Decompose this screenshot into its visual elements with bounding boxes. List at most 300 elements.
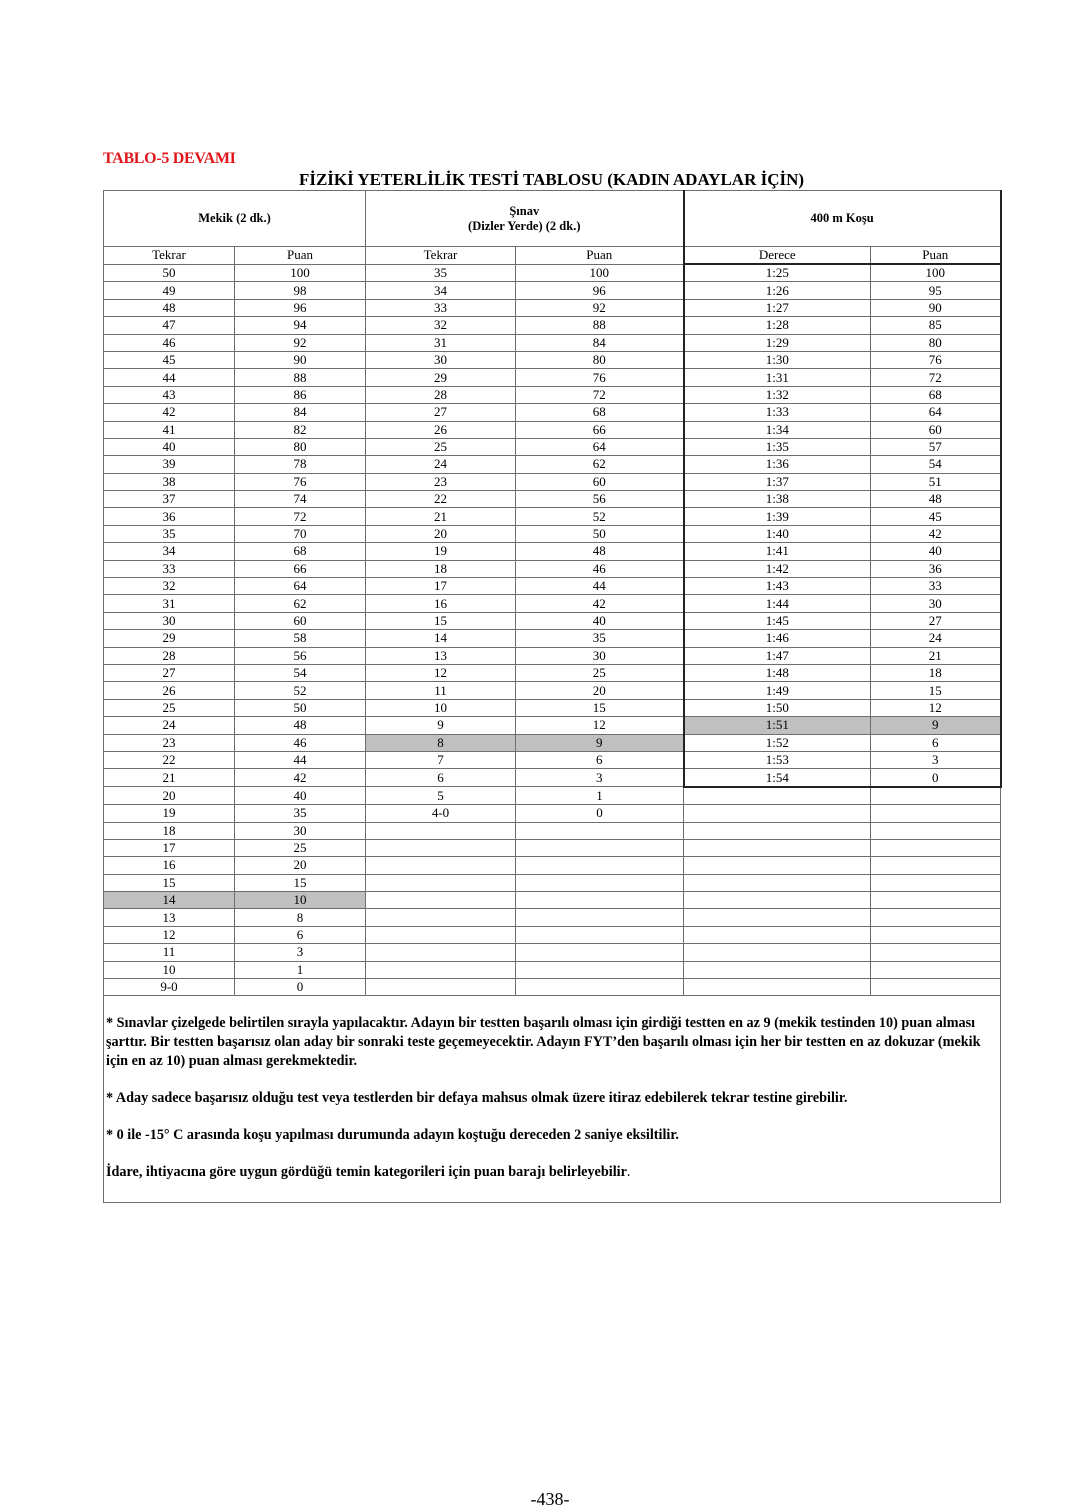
cell-mekik-tekrar: 46 bbox=[104, 334, 235, 351]
cell-mekik-puan: 44 bbox=[235, 751, 366, 768]
cell-mekik-tekrar: 13 bbox=[104, 909, 235, 926]
cell-kosu-puan: 6 bbox=[871, 734, 1001, 751]
cell-mekik-puan: 62 bbox=[235, 595, 366, 612]
cell-sinav-puan: 66 bbox=[516, 421, 684, 438]
cell-sinav-tekrar: 27 bbox=[366, 404, 516, 421]
cell-sinav-puan bbox=[516, 909, 684, 926]
cell-sinav-puan: 6 bbox=[516, 751, 684, 768]
cell-mekik-puan: 82 bbox=[235, 421, 366, 438]
table-row bbox=[104, 456, 1001, 473]
note-2: * Aday sadece başarısız olduğu test veya testlerden bir defaya mahsus olmak üzere itiraz edebilerek tekrar testine girebilir. bbox=[106, 1090, 848, 1107]
cell-kosu-puan bbox=[871, 979, 1001, 996]
cell-mekik-puan: 58 bbox=[235, 630, 366, 647]
table-row bbox=[104, 508, 1001, 525]
cell-mekik-tekrar: 31 bbox=[104, 595, 235, 612]
cell-kosu-puan: 64 bbox=[871, 404, 1001, 421]
cell-mekik-puan: 66 bbox=[235, 560, 366, 577]
cell-sinav-tekrar: 25 bbox=[366, 438, 516, 455]
cell-sinav-tekrar: 26 bbox=[366, 421, 516, 438]
cell-kosu-puan bbox=[871, 909, 1001, 926]
table-row bbox=[104, 578, 1001, 595]
cell-mekik-tekrar: 24 bbox=[104, 717, 235, 734]
table-row bbox=[104, 699, 1001, 716]
cell-sinav-puan: 25 bbox=[516, 664, 684, 681]
cell-kosu-puan: 80 bbox=[871, 334, 1001, 351]
cell-kosu-derece: 1:32 bbox=[684, 386, 871, 403]
cell-mekik-tekrar: 9-0 bbox=[104, 979, 235, 996]
table-row bbox=[104, 805, 1001, 822]
cell-mekik-tekrar: 30 bbox=[104, 612, 235, 629]
cell-mekik-tekrar: 12 bbox=[104, 926, 235, 943]
subheader-sinav-puan: Puan bbox=[516, 247, 684, 265]
cell-sinav-tekrar bbox=[366, 909, 516, 926]
cell-sinav-puan: 15 bbox=[516, 699, 684, 716]
cell-mekik-puan: 74 bbox=[235, 491, 366, 508]
cell-sinav-tekrar bbox=[366, 839, 516, 856]
cell-mekik-puan: 8 bbox=[235, 909, 366, 926]
cell-kosu-derece bbox=[684, 961, 871, 978]
cell-mekik-puan: 54 bbox=[235, 664, 366, 681]
cell-sinav-puan: 50 bbox=[516, 525, 684, 542]
cell-sinav-puan: 68 bbox=[516, 404, 684, 421]
cell-kosu-puan: 3 bbox=[871, 751, 1001, 768]
note-4-text: İdare, ihtiyacına göre uygun gördüğü temin kategorileri için puan barajı belirleyebilir bbox=[106, 1164, 627, 1181]
table-row bbox=[104, 630, 1001, 647]
cell-kosu-puan bbox=[871, 874, 1001, 891]
cell-kosu-derece: 1:36 bbox=[684, 456, 871, 473]
subheader-sinav-tekrar: Tekrar bbox=[366, 247, 516, 265]
cell-kosu-puan bbox=[871, 892, 1001, 909]
table-row bbox=[104, 491, 1001, 508]
cell-sinav-puan: 0 bbox=[516, 805, 684, 822]
table-row bbox=[104, 664, 1001, 681]
cell-sinav-tekrar: 33 bbox=[366, 299, 516, 316]
cell-sinav-tekrar: 5 bbox=[366, 787, 516, 805]
cell-sinav-tekrar: 19 bbox=[366, 543, 516, 560]
cell-sinav-tekrar: 10 bbox=[366, 699, 516, 716]
cell-kosu-puan: 18 bbox=[871, 664, 1001, 681]
cell-kosu-puan: 9 bbox=[871, 717, 1001, 734]
cell-sinav-tekrar bbox=[366, 892, 516, 909]
table-row bbox=[104, 874, 1001, 891]
cell-sinav-tekrar: 35 bbox=[366, 264, 516, 282]
cell-mekik-puan: 35 bbox=[235, 805, 366, 822]
cell-kosu-puan bbox=[871, 926, 1001, 943]
cell-mekik-tekrar: 14 bbox=[104, 892, 235, 909]
cell-mekik-puan: 78 bbox=[235, 456, 366, 473]
cell-mekik-puan: 6 bbox=[235, 926, 366, 943]
cell-mekik-puan: 92 bbox=[235, 334, 366, 351]
cell-sinav-tekrar: 22 bbox=[366, 491, 516, 508]
subheader-row bbox=[104, 247, 1001, 265]
cell-sinav-puan: 88 bbox=[516, 317, 684, 334]
cell-sinav-tekrar: 18 bbox=[366, 560, 516, 577]
cell-sinav-puan: 76 bbox=[516, 369, 684, 386]
cell-mekik-tekrar: 39 bbox=[104, 456, 235, 473]
cell-kosu-derece: 1:33 bbox=[684, 404, 871, 421]
cell-mekik-puan: 48 bbox=[235, 717, 366, 734]
cell-sinav-puan: 100 bbox=[516, 264, 684, 282]
cell-mekik-puan: 25 bbox=[235, 839, 366, 856]
cell-sinav-puan: 42 bbox=[516, 595, 684, 612]
cell-sinav-puan bbox=[516, 944, 684, 961]
table-row bbox=[104, 525, 1001, 542]
cell-sinav-puan: 9 bbox=[516, 734, 684, 751]
cell-mekik-puan: 94 bbox=[235, 317, 366, 334]
cell-sinav-puan bbox=[516, 961, 684, 978]
cell-kosu-puan: 54 bbox=[871, 456, 1001, 473]
table-row bbox=[104, 734, 1001, 751]
cell-mekik-puan: 86 bbox=[235, 386, 366, 403]
cell-kosu-derece: 1:28 bbox=[684, 317, 871, 334]
table-row bbox=[104, 404, 1001, 421]
cell-sinav-tekrar: 31 bbox=[366, 334, 516, 351]
cell-sinav-puan: 96 bbox=[516, 282, 684, 299]
cell-mekik-puan: 52 bbox=[235, 682, 366, 699]
cell-sinav-puan: 80 bbox=[516, 351, 684, 368]
table-row bbox=[104, 909, 1001, 926]
cell-sinav-tekrar: 20 bbox=[366, 525, 516, 542]
cell-kosu-derece bbox=[684, 979, 871, 996]
cell-mekik-puan: 76 bbox=[235, 473, 366, 490]
cell-sinav-tekrar: 17 bbox=[366, 578, 516, 595]
cell-kosu-puan: 45 bbox=[871, 508, 1001, 525]
cell-kosu-puan bbox=[871, 822, 1001, 839]
table-row bbox=[104, 438, 1001, 455]
table-row bbox=[104, 299, 1001, 316]
cell-sinav-tekrar bbox=[366, 979, 516, 996]
cell-sinav-puan bbox=[516, 822, 684, 839]
cell-mekik-puan: 90 bbox=[235, 351, 366, 368]
cell-sinav-tekrar: 14 bbox=[366, 630, 516, 647]
cell-mekik-puan: 80 bbox=[235, 438, 366, 455]
cell-mekik-tekrar: 28 bbox=[104, 647, 235, 664]
table-row bbox=[104, 926, 1001, 943]
table-row bbox=[104, 647, 1001, 664]
cell-mekik-tekrar: 10 bbox=[104, 961, 235, 978]
cell-mekik-puan: 88 bbox=[235, 369, 366, 386]
cell-mekik-tekrar: 11 bbox=[104, 944, 235, 961]
table-row bbox=[104, 369, 1001, 386]
cell-sinav-puan bbox=[516, 874, 684, 891]
cell-sinav-tekrar bbox=[366, 874, 516, 891]
cell-sinav-puan: 56 bbox=[516, 491, 684, 508]
cell-kosu-puan: 21 bbox=[871, 647, 1001, 664]
cell-kosu-derece: 1:50 bbox=[684, 699, 871, 716]
cell-mekik-puan: 3 bbox=[235, 944, 366, 961]
cell-mekik-puan: 70 bbox=[235, 525, 366, 542]
note-4 bbox=[106, 1163, 998, 1182]
cell-kosu-puan: 57 bbox=[871, 438, 1001, 455]
table-row bbox=[104, 751, 1001, 768]
cell-mekik-tekrar: 44 bbox=[104, 369, 235, 386]
tablo-label: TABLO-5 DEVAMI bbox=[103, 150, 236, 167]
cell-kosu-derece: 1:30 bbox=[684, 351, 871, 368]
cell-sinav-tekrar bbox=[366, 857, 516, 874]
cell-kosu-puan: 36 bbox=[871, 560, 1001, 577]
cell-kosu-derece: 1:44 bbox=[684, 595, 871, 612]
cell-sinav-tekrar: 23 bbox=[366, 473, 516, 490]
table-row bbox=[104, 595, 1001, 612]
cell-mekik-tekrar: 47 bbox=[104, 317, 235, 334]
cell-sinav-puan: 48 bbox=[516, 543, 684, 560]
cell-sinav-tekrar: 9 bbox=[366, 717, 516, 734]
cell-sinav-puan: 20 bbox=[516, 682, 684, 699]
notes-row bbox=[104, 996, 1001, 1203]
table-row bbox=[104, 473, 1001, 490]
table-row bbox=[104, 282, 1001, 299]
cell-kosu-puan: 76 bbox=[871, 351, 1001, 368]
cell-sinav-tekrar bbox=[366, 961, 516, 978]
table-row bbox=[104, 317, 1001, 334]
cell-kosu-derece bbox=[684, 944, 871, 961]
cell-sinav-tekrar: 32 bbox=[366, 317, 516, 334]
cell-sinav-tekrar: 15 bbox=[366, 612, 516, 629]
cell-sinav-tekrar: 24 bbox=[366, 456, 516, 473]
cell-mekik-tekrar: 36 bbox=[104, 508, 235, 525]
group-header-kosu: 400 m Koşu bbox=[684, 191, 1001, 247]
cell-mekik-tekrar: 49 bbox=[104, 282, 235, 299]
cell-sinav-tekrar bbox=[366, 822, 516, 839]
cell-mekik-tekrar: 34 bbox=[104, 543, 235, 560]
subheader-kosu-puan: Puan bbox=[871, 247, 1001, 265]
cell-kosu-derece: 1:25 bbox=[684, 264, 871, 282]
cell-mekik-tekrar: 48 bbox=[104, 299, 235, 316]
cell-mekik-puan: 100 bbox=[235, 264, 366, 282]
cell-kosu-puan: 51 bbox=[871, 473, 1001, 490]
cell-kosu-derece: 1:49 bbox=[684, 682, 871, 699]
document-title: FİZİKİ YETERLİLİK TESTİ TABLOSU (KADIN ADAYLAR İÇİN) bbox=[298, 170, 805, 189]
cell-sinav-tekrar: 12 bbox=[366, 664, 516, 681]
table-row bbox=[104, 892, 1001, 909]
table-row bbox=[104, 717, 1001, 734]
table-row bbox=[104, 421, 1001, 438]
cell-mekik-tekrar: 40 bbox=[104, 438, 235, 455]
subheader-mekik-puan: Puan bbox=[235, 247, 366, 265]
cell-sinav-tekrar: 30 bbox=[366, 351, 516, 368]
cell-kosu-puan: 0 bbox=[871, 769, 1001, 787]
cell-sinav-puan: 40 bbox=[516, 612, 684, 629]
cell-kosu-derece bbox=[684, 822, 871, 839]
table-row bbox=[104, 961, 1001, 978]
cell-kosu-derece: 1:45 bbox=[684, 612, 871, 629]
cell-kosu-puan bbox=[871, 961, 1001, 978]
note-3: * 0 ile -15° C arasında koşu yapılması durumunda adayın koştuğu dereceden 2 saniye eksiltilir. bbox=[106, 1127, 679, 1144]
cell-mekik-tekrar: 15 bbox=[104, 874, 235, 891]
cell-kosu-puan bbox=[871, 857, 1001, 874]
subheader-mekik-tekrar: Tekrar bbox=[104, 247, 235, 265]
cell-mekik-tekrar: 42 bbox=[104, 404, 235, 421]
cell-mekik-puan: 30 bbox=[235, 822, 366, 839]
table-row bbox=[104, 839, 1001, 856]
cell-mekik-tekrar: 20 bbox=[104, 787, 235, 805]
cell-kosu-puan: 40 bbox=[871, 543, 1001, 560]
cell-mekik-tekrar: 25 bbox=[104, 699, 235, 716]
cell-kosu-derece: 1:51 bbox=[684, 717, 871, 734]
cell-kosu-derece: 1:34 bbox=[684, 421, 871, 438]
table-row bbox=[104, 769, 1001, 787]
cell-kosu-puan bbox=[871, 839, 1001, 856]
cell-mekik-tekrar: 16 bbox=[104, 857, 235, 874]
cell-mekik-tekrar: 18 bbox=[104, 822, 235, 839]
sinav-subtitle: (Dizler Yerde) (2 dk.) bbox=[468, 218, 581, 233]
note-4-period: . bbox=[626, 1164, 631, 1181]
cell-mekik-puan: 46 bbox=[235, 734, 366, 751]
table-row bbox=[104, 351, 1001, 368]
cell-mekik-tekrar: 22 bbox=[104, 751, 235, 768]
cell-sinav-puan bbox=[516, 857, 684, 874]
cell-kosu-derece: 1:39 bbox=[684, 508, 871, 525]
table-row bbox=[104, 944, 1001, 961]
table-row bbox=[104, 682, 1001, 699]
cell-sinav-puan: 12 bbox=[516, 717, 684, 734]
cell-kosu-derece: 1:47 bbox=[684, 647, 871, 664]
cell-sinav-tekrar: 6 bbox=[366, 769, 516, 787]
cell-sinav-puan bbox=[516, 979, 684, 996]
cell-kosu-derece: 1:54 bbox=[684, 769, 871, 787]
cell-sinav-puan: 35 bbox=[516, 630, 684, 647]
cell-kosu-derece: 1:53 bbox=[684, 751, 871, 768]
table-row bbox=[104, 264, 1001, 282]
table-row bbox=[104, 543, 1001, 560]
cell-sinav-puan: 72 bbox=[516, 386, 684, 403]
group-header-row bbox=[104, 191, 1001, 247]
cell-mekik-tekrar: 29 bbox=[104, 630, 235, 647]
cell-kosu-derece: 1:42 bbox=[684, 560, 871, 577]
cell-kosu-derece: 1:26 bbox=[684, 282, 871, 299]
cell-kosu-puan: 48 bbox=[871, 491, 1001, 508]
cell-sinav-puan: 30 bbox=[516, 647, 684, 664]
cell-mekik-puan: 98 bbox=[235, 282, 366, 299]
cell-kosu-derece bbox=[684, 805, 871, 822]
cell-mekik-tekrar: 43 bbox=[104, 386, 235, 403]
cell-kosu-derece: 1:41 bbox=[684, 543, 871, 560]
cell-kosu-derece: 1:43 bbox=[684, 578, 871, 595]
cell-mekik-tekrar: 45 bbox=[104, 351, 235, 368]
cell-mekik-tekrar: 32 bbox=[104, 578, 235, 595]
cell-sinav-tekrar: 34 bbox=[366, 282, 516, 299]
cell-kosu-puan: 12 bbox=[871, 699, 1001, 716]
cell-kosu-puan: 60 bbox=[871, 421, 1001, 438]
cell-mekik-puan: 72 bbox=[235, 508, 366, 525]
table-row bbox=[104, 612, 1001, 629]
cell-kosu-derece: 1:29 bbox=[684, 334, 871, 351]
notes-cell bbox=[104, 996, 1001, 1203]
cell-mekik-puan: 96 bbox=[235, 299, 366, 316]
cell-kosu-derece bbox=[684, 787, 871, 805]
cell-sinav-tekrar: 7 bbox=[366, 751, 516, 768]
cell-sinav-puan bbox=[516, 839, 684, 856]
cell-mekik-puan: 15 bbox=[235, 874, 366, 891]
cell-mekik-tekrar: 33 bbox=[104, 560, 235, 577]
cell-sinav-puan: 46 bbox=[516, 560, 684, 577]
cell-kosu-derece: 1:48 bbox=[684, 664, 871, 681]
cell-sinav-tekrar: 11 bbox=[366, 682, 516, 699]
cell-kosu-puan: 100 bbox=[871, 264, 1001, 282]
cell-kosu-derece bbox=[684, 926, 871, 943]
physical-test-table bbox=[103, 190, 1002, 1203]
table-row bbox=[104, 787, 1001, 805]
cell-kosu-puan: 30 bbox=[871, 595, 1001, 612]
table-row bbox=[104, 560, 1001, 577]
cell-sinav-puan: 84 bbox=[516, 334, 684, 351]
cell-sinav-tekrar: 21 bbox=[366, 508, 516, 525]
group-header-mekik: Mekik (2 dk.) bbox=[104, 191, 366, 247]
table-row bbox=[104, 979, 1001, 996]
cell-sinav-tekrar: 29 bbox=[366, 369, 516, 386]
page-number: -438- bbox=[530, 1489, 570, 1509]
cell-kosu-puan: 68 bbox=[871, 386, 1001, 403]
cell-mekik-tekrar: 19 bbox=[104, 805, 235, 822]
cell-sinav-tekrar: 28 bbox=[366, 386, 516, 403]
cell-mekik-puan: 68 bbox=[235, 543, 366, 560]
cell-sinav-puan: 3 bbox=[516, 769, 684, 787]
cell-sinav-puan: 1 bbox=[516, 787, 684, 805]
table-row bbox=[104, 334, 1001, 351]
cell-mekik-tekrar: 21 bbox=[104, 769, 235, 787]
cell-sinav-puan: 64 bbox=[516, 438, 684, 455]
cell-sinav-tekrar bbox=[366, 944, 516, 961]
subheader-kosu-derece: Derece bbox=[684, 247, 871, 265]
cell-kosu-derece: 1:52 bbox=[684, 734, 871, 751]
cell-sinav-puan: 62 bbox=[516, 456, 684, 473]
cell-sinav-tekrar: 8 bbox=[366, 734, 516, 751]
cell-kosu-derece: 1:40 bbox=[684, 525, 871, 542]
cell-kosu-derece bbox=[684, 874, 871, 891]
cell-kosu-puan bbox=[871, 805, 1001, 822]
cell-mekik-tekrar: 50 bbox=[104, 264, 235, 282]
cell-kosu-puan: 33 bbox=[871, 578, 1001, 595]
cell-kosu-derece bbox=[684, 857, 871, 874]
cell-kosu-derece bbox=[684, 909, 871, 926]
cell-kosu-derece bbox=[684, 839, 871, 856]
cell-kosu-puan: 24 bbox=[871, 630, 1001, 647]
group-header-sinav bbox=[366, 191, 684, 247]
cell-sinav-puan bbox=[516, 926, 684, 943]
cell-kosu-puan: 27 bbox=[871, 612, 1001, 629]
cell-kosu-derece bbox=[684, 892, 871, 909]
cell-mekik-tekrar: 38 bbox=[104, 473, 235, 490]
cell-sinav-puan: 44 bbox=[516, 578, 684, 595]
cell-sinav-tekrar: 13 bbox=[366, 647, 516, 664]
cell-mekik-tekrar: 37 bbox=[104, 491, 235, 508]
cell-kosu-puan: 72 bbox=[871, 369, 1001, 386]
cell-kosu-puan: 15 bbox=[871, 682, 1001, 699]
cell-mekik-puan: 56 bbox=[235, 647, 366, 664]
cell-mekik-puan: 84 bbox=[235, 404, 366, 421]
cell-mekik-puan: 10 bbox=[235, 892, 366, 909]
cell-kosu-puan: 42 bbox=[871, 525, 1001, 542]
cell-kosu-derece: 1:38 bbox=[684, 491, 871, 508]
sinav-title: Şınav bbox=[509, 203, 540, 218]
table-row bbox=[104, 857, 1001, 874]
cell-mekik-tekrar: 17 bbox=[104, 839, 235, 856]
cell-mekik-tekrar: 26 bbox=[104, 682, 235, 699]
cell-mekik-puan: 0 bbox=[235, 979, 366, 996]
cell-mekik-puan: 64 bbox=[235, 578, 366, 595]
cell-kosu-derece: 1:35 bbox=[684, 438, 871, 455]
cell-sinav-puan: 52 bbox=[516, 508, 684, 525]
note-1: * Sınavlar çizelgede belirtilen sırayla yapılacaktır. Adayın bir testten başarılı olması için girdiği testten en az 9 (mekik testinden 10) puan alması şarttır. Bir testten başarısız olan aday bir sonraki teste geçemeyecektir. Adayın FYT’den başarılı olması için her bir testten en az dokuzar (mekik için en az 10) puan alması gerekmektedir. bbox=[106, 1015, 981, 1070]
cell-sinav-tekrar: 4-0 bbox=[366, 805, 516, 822]
cell-mekik-puan: 42 bbox=[235, 769, 366, 787]
table-row bbox=[104, 822, 1001, 839]
cell-kosu-puan: 95 bbox=[871, 282, 1001, 299]
cell-mekik-tekrar: 41 bbox=[104, 421, 235, 438]
cell-mekik-tekrar: 35 bbox=[104, 525, 235, 542]
cell-kosu-puan bbox=[871, 944, 1001, 961]
cell-sinav-tekrar: 16 bbox=[366, 595, 516, 612]
